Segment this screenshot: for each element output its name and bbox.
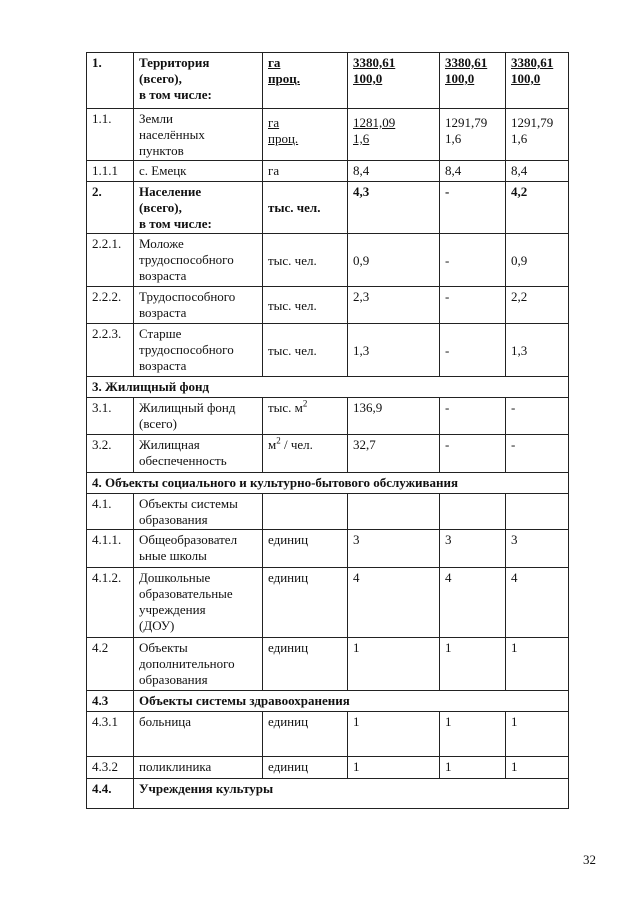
value-col2: - bbox=[440, 324, 506, 377]
indicator-name: поликлиника bbox=[134, 757, 263, 779]
table-row bbox=[87, 161, 569, 182]
indicator-name: с. Емецк bbox=[134, 161, 263, 182]
table-row bbox=[87, 234, 569, 287]
value-col1: 4,3 bbox=[348, 182, 440, 234]
value-col1 bbox=[348, 494, 440, 530]
value-col3: 1 bbox=[506, 712, 569, 757]
row-number: 3.2. bbox=[87, 435, 134, 473]
row-number: 1.1. bbox=[87, 109, 134, 161]
value-col1: 1 bbox=[348, 638, 440, 691]
value-col3: 3 bbox=[506, 530, 569, 568]
table-row bbox=[87, 494, 569, 530]
table-row bbox=[87, 53, 569, 109]
indicator-name: Объекты системы образования bbox=[134, 494, 263, 530]
value-col2: - bbox=[440, 182, 506, 234]
value-col2: 1 bbox=[440, 757, 506, 779]
value-col3: 8,4 bbox=[506, 161, 569, 182]
value-col1: 3 bbox=[348, 530, 440, 568]
subsection-title: Учреждения культуры bbox=[134, 779, 569, 809]
section-title: 4. Объекты социального и культурно-бытового обслуживания bbox=[87, 473, 569, 494]
indicator-name: Трудоспособного возраста bbox=[134, 287, 263, 324]
value-col2: - bbox=[440, 398, 506, 435]
unit: га bbox=[263, 161, 348, 182]
value-col2: 1 bbox=[440, 712, 506, 757]
indicator-name: Дошкольные образовательные учреждения (ДОУ) bbox=[134, 568, 263, 638]
unit: га проц. bbox=[263, 109, 348, 161]
value-col3: 3380,61 100,0 bbox=[506, 53, 569, 109]
indicators-table bbox=[86, 52, 569, 809]
row-number: 4.2 bbox=[87, 638, 134, 691]
value-col2: 8,4 bbox=[440, 161, 506, 182]
page-number: 32 bbox=[583, 852, 596, 867]
table-row bbox=[87, 182, 569, 234]
indicator-name: Жилищная обеспеченность bbox=[134, 435, 263, 473]
value-col3: 1291,79 1,6 bbox=[506, 109, 569, 161]
value-col3 bbox=[506, 494, 569, 530]
indicator-name: Старше трудоспособного возраста bbox=[134, 324, 263, 377]
row-number: 4.3.2 bbox=[87, 757, 134, 779]
row-number: 4.4. bbox=[87, 779, 134, 809]
value-col1: 1 bbox=[348, 757, 440, 779]
table-row bbox=[87, 712, 569, 757]
value-col3: 1 bbox=[506, 638, 569, 691]
row-number: 3.1. bbox=[87, 398, 134, 435]
value-col3: 1,3 bbox=[506, 324, 569, 377]
value-col3: - bbox=[506, 435, 569, 473]
value-col1: 0,9 bbox=[348, 234, 440, 287]
unit: тыс. чел. bbox=[263, 234, 348, 287]
value-col1: 1,3 bbox=[348, 324, 440, 377]
unit: единиц bbox=[263, 712, 348, 757]
unit: единиц bbox=[263, 757, 348, 779]
indicator-name: Моложе трудоспособного возраста bbox=[134, 234, 263, 287]
row-number: 4.1.1. bbox=[87, 530, 134, 568]
table-row bbox=[87, 568, 569, 638]
value-col1: 1 bbox=[348, 712, 440, 757]
unit: га проц. bbox=[263, 53, 348, 109]
unit: тыс. чел. bbox=[263, 324, 348, 377]
indicator-name: Объекты дополнительного образования bbox=[134, 638, 263, 691]
indicator-name: Жилищный фонд (всего) bbox=[134, 398, 263, 435]
value-col3: 4,2 bbox=[506, 182, 569, 234]
row-number: 1. bbox=[87, 53, 134, 109]
indicator-name: Территория (всего), в том числе: bbox=[134, 53, 263, 109]
value-col2: - bbox=[440, 287, 506, 324]
value-col3: 1 bbox=[506, 757, 569, 779]
value-col2: 3380,61 100,0 bbox=[440, 53, 506, 109]
table-row bbox=[87, 757, 569, 779]
section-row bbox=[87, 377, 569, 398]
value-col3: - bbox=[506, 398, 569, 435]
unit bbox=[263, 494, 348, 530]
value-col1: 8,4 bbox=[348, 161, 440, 182]
unit: тыс. $м^2$ bbox=[263, 398, 348, 435]
value-col2: 4 bbox=[440, 568, 506, 638]
indicator-name: Земли населённых пунктов bbox=[134, 109, 263, 161]
indicator-name: больница bbox=[134, 712, 263, 757]
unit: $м^2$ / чел. bbox=[263, 435, 348, 473]
unit: тыс. чел. bbox=[263, 182, 348, 234]
row-number: 4.1. bbox=[87, 494, 134, 530]
unit: единиц bbox=[263, 530, 348, 568]
subsection-title: Объекты системы здравоохранения bbox=[134, 691, 569, 712]
value-col1: 136,9 bbox=[348, 398, 440, 435]
subsection-row bbox=[87, 779, 569, 809]
row-number: 4.3.1 bbox=[87, 712, 134, 757]
value-col3: 2,2 bbox=[506, 287, 569, 324]
value-col2: 1291,79 1,6 bbox=[440, 109, 506, 161]
row-number: 4.3 bbox=[87, 691, 134, 712]
value-col1: 4 bbox=[348, 568, 440, 638]
value-col2: 3 bbox=[440, 530, 506, 568]
row-number: 2. bbox=[87, 182, 134, 234]
row-number: 2.2.2. bbox=[87, 287, 134, 324]
table-row bbox=[87, 398, 569, 435]
unit: тыс. чел. bbox=[263, 287, 348, 324]
table-row bbox=[87, 287, 569, 324]
table-row bbox=[87, 435, 569, 473]
value-col1: 1281,09 1,6 bbox=[348, 109, 440, 161]
value-col2: - bbox=[440, 435, 506, 473]
value-col3: 4 bbox=[506, 568, 569, 638]
row-number: 2.2.3. bbox=[87, 324, 134, 377]
row-number: 2.2.1. bbox=[87, 234, 134, 287]
table-row bbox=[87, 109, 569, 161]
row-number: 4.1.2. bbox=[87, 568, 134, 638]
value-col1: 2,3 bbox=[348, 287, 440, 324]
value-col1: 3380,61 100,0 bbox=[348, 53, 440, 109]
indicator-name: Общеобразовател ьные школы bbox=[134, 530, 263, 568]
unit: единиц bbox=[263, 638, 348, 691]
subsection-row bbox=[87, 691, 569, 712]
table-row bbox=[87, 638, 569, 691]
value-col2: - bbox=[440, 234, 506, 287]
table-row bbox=[87, 324, 569, 377]
row-number: 1.1.1 bbox=[87, 161, 134, 182]
section-row bbox=[87, 473, 569, 494]
value-col1: 32,7 bbox=[348, 435, 440, 473]
value-col3: 0,9 bbox=[506, 234, 569, 287]
unit: единиц bbox=[263, 568, 348, 638]
value-col2: 1 bbox=[440, 638, 506, 691]
section-title: 3. Жилищный фонд bbox=[87, 377, 569, 398]
table-row bbox=[87, 530, 569, 568]
indicator-name: Население (всего), в том числе: bbox=[134, 182, 263, 234]
value-col2 bbox=[440, 494, 506, 530]
